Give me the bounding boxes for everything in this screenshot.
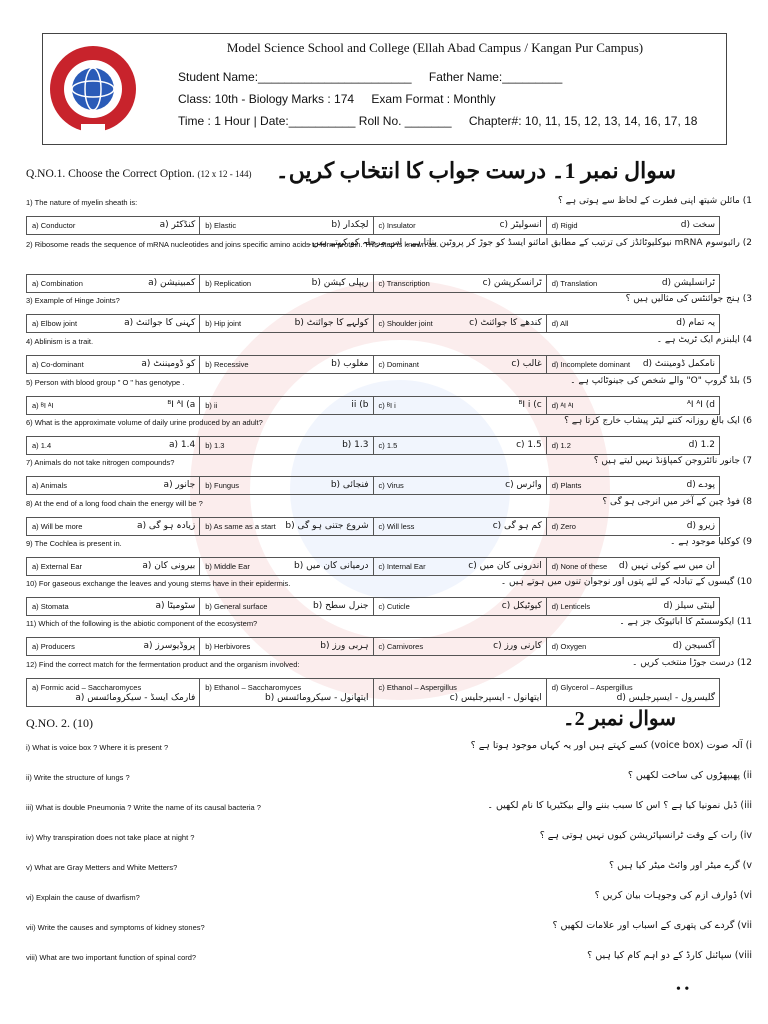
short-question-ur: vii) گردے کی پتھری کے اسباب اور علامات لکھیں ؟ — [552, 920, 752, 931]
option-text-en: d) Zero — [551, 522, 576, 531]
option-text-en: a) Will be more — [32, 522, 83, 531]
options-row — [26, 637, 720, 656]
question-text-ur: 11) ایکوسسٹم کا ابائیوٹک جز ہے ۔ — [619, 617, 752, 627]
short-question-en: i) What is voice box ? Where it is present ? — [26, 743, 169, 752]
option-text-ur: ٹرانسلیشن (d — [661, 278, 715, 288]
options-row — [26, 517, 720, 536]
option-text-ur: ᴮI i (c — [518, 400, 542, 410]
question-text-en: 11) Which of the following is the abiotic component of the ecosystem? — [26, 619, 258, 628]
option-text-en: b) General surface — [205, 602, 268, 611]
option-text-ur: کولہے کا جوائنٹ (b — [294, 318, 369, 328]
option-text-ur: گلیسرول - ایسپرجلیس (d — [616, 693, 715, 703]
option-text-en: b) Fungus — [205, 481, 240, 490]
option-text-ur: کو ڈومیننٹ (a — [141, 359, 196, 369]
q1-urdu-title: سوال نمبر 1۔ درست جواب کا انتخاب کریں۔ — [275, 158, 676, 183]
option-b[interactable] — [200, 518, 373, 536]
question-text-en: 8) At the end of a long food chain the energy will be ? — [26, 499, 203, 508]
option-text-ur: ii (b — [351, 400, 369, 410]
option-text-en: a) Producers — [32, 642, 75, 651]
short-question-en: ii) Write the structure of lungs ? — [26, 773, 130, 782]
short-question — [26, 830, 752, 846]
question-text-en: 5) Person with blood group " O " has genotype . — [26, 378, 185, 387]
mcq-question — [26, 497, 752, 511]
option-text-ur: مغلوب (b — [331, 359, 369, 369]
option-text-ur: اندرونی کان میں (c — [468, 561, 542, 571]
option-b[interactable] — [200, 217, 373, 235]
short-question — [26, 770, 752, 786]
header-line-1 — [178, 70, 576, 84]
option-b[interactable] — [200, 315, 373, 333]
option-text-ur: 1.2 (d — [688, 440, 715, 450]
option-text-ur: کمبینیشن (a — [148, 278, 196, 288]
option-a[interactable] — [27, 437, 200, 455]
option-d[interactable] — [546, 356, 719, 374]
mcq-question — [26, 376, 752, 390]
short-question-ur: v) گرے میٹر اور وائٹ میٹر کیا ہیں ؟ — [609, 860, 752, 871]
option-text-en: c) Ethanol – Aspergillus — [378, 683, 457, 692]
question-text-ur: 9) کوکلیا موجود ہے ۔ — [670, 537, 752, 547]
option-b[interactable] — [200, 638, 373, 656]
option-text-ur: ᴮI ᴬI (a — [167, 400, 196, 410]
time-date-roll: Time : 1 Hour | Date:__________ Roll No. _______ — [178, 114, 452, 128]
option-text-ur: کم ہو گی (c — [492, 521, 542, 531]
option-d[interactable] — [546, 437, 719, 455]
option-d[interactable] — [546, 315, 719, 333]
mcq-question — [26, 335, 752, 349]
question-text-ur: 1) مائلن شیتھ اپنی فطرت کے لحاظ سے ہوتی ہے ؟ — [557, 196, 752, 206]
question-text-en: 3) Example of Hinge Joints? — [26, 296, 120, 305]
short-question-ur: i) آلہ صوت (voice box) کسے کہتے ہیں اور یہ کہاں موجود ہوتا ہے ؟ — [470, 740, 752, 751]
option-text-ur: ٹرانسکرپشن (c — [482, 278, 542, 288]
short-question-ur: ii) پھیپھڑوں کی ساخت لکھیں ؟ — [627, 770, 752, 781]
option-text-ur: کندھے کا جوائنٹ (c — [469, 318, 542, 328]
option-text-en: b) Replication — [205, 279, 252, 288]
option-text-ur: کہنی کا جوائنٹ (a — [124, 318, 196, 328]
option-text-en: b) ii — [205, 401, 218, 410]
short-question — [26, 860, 752, 876]
question-text-en: 12) Find the correct match for the fermentation product and the organism involved: — [26, 660, 300, 669]
short-question — [26, 950, 752, 966]
option-text-ur: بیرونی کان (a — [142, 561, 196, 571]
short-question — [26, 800, 752, 816]
question-text-en: 4) Ablinism is a trait. — [26, 337, 94, 346]
option-text-en: c) 1.5 — [378, 441, 398, 450]
option-a[interactable] — [27, 679, 200, 707]
option-a[interactable] — [27, 356, 200, 374]
short-question-en: viii) What are two important function of spinal cord? — [26, 953, 197, 962]
option-text-en: c) Cuticle — [378, 602, 410, 611]
option-text-ur: پروڈیوسرز (a — [143, 641, 196, 651]
option-text-ur: شروع جتنی ہو گی (b — [285, 521, 369, 531]
option-text-en: c) Will less — [378, 522, 415, 531]
option-text-en: a) Combination — [32, 279, 83, 288]
question-text-ur: 3) ہنج جوائنٹس کی مثالیں ہیں ؟ — [625, 294, 752, 304]
mcq-question — [26, 577, 752, 591]
option-text-en: d) Rigid — [551, 221, 578, 230]
option-b[interactable] — [200, 397, 373, 415]
option-c[interactable] — [373, 679, 546, 707]
question-text-en: 2) Ribosome reads the sequence of mRNA nucleotides and joins specific amino acids to form protein. This step is known as. — [26, 240, 439, 249]
option-text-ur: سٹومیٹا (a — [155, 601, 196, 611]
option-c[interactable] — [373, 598, 546, 616]
option-text-en: b) Elastic — [205, 221, 237, 230]
option-d[interactable] — [546, 477, 719, 495]
option-text-ur: ہربی ورز (b — [320, 641, 369, 651]
chapters: Chapter#: 10, 11, 15, 12, 13, 14, 16, 17, 18 — [468, 114, 698, 128]
short-question-en: vi) Explain the cause of dwarfism? — [26, 893, 140, 902]
question-text-ur: 5) بلڈ گروپ "O" والے شخص کی جینوٹائپ ہے ۔ — [570, 376, 752, 386]
exam-format: Exam Format : Monthly — [371, 92, 496, 106]
short-question-en: iv) Why transpiration does not take place at night ? — [26, 833, 195, 842]
option-text-en: c) Internal Ear — [378, 562, 426, 571]
option-c[interactable] — [373, 217, 546, 235]
question-text-ur: 8) فوڈ چین کے آخر میں انرجی ہو گی ؟ — [602, 497, 752, 507]
option-text-en: c) Insulator — [378, 221, 416, 230]
option-text-ur: فارمک ایسڈ - سیکرومائسس (a — [75, 693, 196, 703]
options-row — [26, 557, 720, 576]
option-d[interactable] — [546, 558, 719, 576]
option-text-en: a) External Ear — [32, 562, 83, 571]
option-text-ur: ᴬI ᴬI (d — [686, 400, 715, 410]
question-text-en: 1) The nature of myelin sheath is: — [26, 198, 138, 207]
option-b[interactable] — [200, 477, 373, 495]
mcq-question — [26, 196, 752, 210]
option-text-en: a) Animals — [32, 481, 68, 490]
option-d[interactable] — [546, 679, 719, 707]
option-b[interactable] — [200, 558, 373, 576]
option-b[interactable] — [200, 679, 373, 707]
option-c[interactable] — [373, 558, 546, 576]
option-text-ur: ایتھانول - ایسپرجلیس (c — [449, 693, 542, 703]
option-c[interactable] — [373, 437, 546, 455]
option-text-en: d) Translation — [551, 279, 598, 288]
option-text-ur: جانور (a — [163, 480, 196, 490]
option-text-en: c) Transcription — [378, 279, 430, 288]
school-name: Model Science School and College (Ellah Abad Campus / Kangan Pur Campus) — [226, 40, 644, 55]
mcq-question — [26, 294, 752, 308]
short-question-ur: iv) رات کے وقت ٹرانسپائریشن کیوں نہیں ہوتی ہے ؟ — [539, 830, 752, 841]
question-text-en: 9) The Cochlea is present in. — [26, 539, 122, 548]
option-text-ur: پودے (d — [686, 480, 715, 490]
option-text-ur: لچکدار (b — [331, 220, 369, 230]
option-text-en: a) Stomata — [32, 602, 69, 611]
option-c[interactable] — [373, 518, 546, 536]
option-text-ur: کنڈکٹر (a — [159, 220, 196, 230]
mcq-question — [26, 238, 752, 252]
question-text-ur: 10) گیسوں کے تبادلہ کے لئے پتوں اور نوجوان تنوں میں ہوتے ہیں ۔ — [500, 577, 752, 587]
option-text-en: b) As same as a start — [205, 522, 276, 531]
option-text-en: c) ᴮI i — [378, 401, 396, 410]
option-text-ur: نامکمل ڈومیننٹ (d — [642, 359, 715, 369]
short-question-en: vii) Write the causes and symptoms of kidney stones? — [26, 923, 205, 932]
option-text-en: c) Shoulder joint — [378, 319, 433, 328]
option-c[interactable] — [373, 315, 546, 333]
option-a[interactable] — [27, 275, 200, 293]
option-text-en: b) Recessive — [205, 360, 249, 369]
option-d[interactable] — [546, 598, 719, 616]
option-a[interactable] — [27, 638, 200, 656]
options-row — [26, 436, 720, 455]
option-text-en: b) 1.3 — [205, 441, 225, 450]
option-text-en: a) ᴮI ᴬI — [32, 401, 54, 410]
option-text-en: d) All — [551, 319, 569, 328]
option-a[interactable] — [27, 598, 200, 616]
option-text-ur: آکسیجن (d — [672, 641, 715, 651]
school-logo — [48, 40, 138, 138]
class-marks: Class: 10th - Biology Marks : 174 — [178, 92, 355, 106]
option-text-ur: ان میں سے کوئی نہیں (d — [618, 561, 715, 571]
option-a[interactable] — [27, 217, 200, 235]
question-text-ur: 2) رائبوسوم mRNA نیوکلیوٹائڈز کی ترتیب کے مطابق امائنو ایسڈ کو جوڑ کر پروٹین بناتا ہے۔ اس مرحلہ کو کہتے ہیں۔ — [306, 238, 752, 248]
option-d[interactable] — [546, 638, 719, 656]
short-question-en: v) What are Gray Metters and White Metters? — [26, 863, 178, 872]
option-a[interactable] — [27, 397, 200, 415]
question-text-ur: 12) درست جوڑا منتخب کریں ۔ — [632, 658, 752, 668]
options-row — [26, 314, 720, 333]
option-b[interactable] — [200, 437, 373, 455]
option-a[interactable] — [27, 558, 200, 576]
option-c[interactable] — [373, 477, 546, 495]
header-line-3 — [178, 114, 711, 128]
option-text-en: b) Middle Ear — [205, 562, 250, 571]
q2-heading: Q.NO. 2. (10) — [26, 716, 93, 730]
option-text-en: a) 1.4 — [32, 441, 52, 450]
question-text-ur: 6) ایک بالغ روزانہ کتنے لیٹر پیشاب خارج کرتا ہے ؟ — [564, 416, 752, 426]
mcq-question — [26, 456, 752, 470]
option-text-ur: ایتھانول - سیکرومائسس (b — [265, 693, 369, 703]
option-text-ur: ریپلی کیشن (b — [311, 278, 369, 288]
option-text-en: d) None of these — [551, 562, 608, 571]
option-a[interactable] — [27, 315, 200, 333]
option-b[interactable] — [200, 275, 373, 293]
question-text-en: 6) What is the approximate volume of daily urine produced by an adult? — [26, 418, 263, 427]
options-row — [26, 355, 720, 374]
question-text-en: 7) Animals do not take nitrogen compounds? — [26, 458, 175, 467]
option-b[interactable] — [200, 598, 373, 616]
option-text-en: d) Lenticels — [551, 602, 591, 611]
option-text-ur: زیرو (d — [686, 521, 715, 531]
option-text-ur: غالب (c — [511, 359, 542, 369]
option-text-en: d) Plants — [551, 481, 582, 490]
option-text-ur: درمیانی کان میں (b — [294, 561, 369, 571]
option-text-ur: جنرل سطح (b — [313, 601, 369, 611]
option-text-en: b) Herbivores — [205, 642, 251, 651]
option-text-en: d) 1.2 — [551, 441, 571, 450]
short-question — [26, 740, 752, 756]
short-question — [26, 890, 752, 906]
question-text-ur: 7) جانور نائٹروجن کمپاؤنڈ نہیں لیتے ہیں ؟ — [593, 456, 752, 466]
option-text-en: c) Virus — [378, 481, 404, 490]
option-text-ur: انسولیٹر (c — [499, 220, 542, 230]
q1-marks: (12 x 12 - 144) — [197, 169, 252, 179]
option-text-en: a) Elbow joint — [32, 319, 78, 328]
short-question-en: iii) What is double Pneumonia ? Write the name of its causal bacteria ? — [26, 803, 261, 812]
options-row — [26, 678, 720, 707]
option-text-en: d) ᴬI ᴬI — [551, 401, 574, 410]
option-text-ur: فنجائی (b — [330, 480, 369, 490]
father-name-field: Father Name:_________ — [428, 70, 563, 84]
options-row — [26, 476, 720, 495]
option-a[interactable] — [27, 477, 200, 495]
mcq-question — [26, 537, 752, 551]
question-text-ur: 4) ایلبنزم ایک ٹریٹ ہے ۔ — [656, 335, 752, 345]
option-c[interactable] — [373, 638, 546, 656]
options-row — [26, 597, 720, 616]
option-text-ur: کیوٹیکل (c — [501, 601, 542, 611]
option-text-ur: وائرس (c — [505, 480, 542, 490]
option-text-ur: لینٹی سیلز (d — [663, 601, 715, 611]
option-text-en: d) Incomplete dominant — [551, 360, 631, 369]
option-text-en: a) Co-dominant — [32, 360, 84, 369]
option-text-en: c) Dominant — [378, 360, 419, 369]
q2-urdu-title: سوال نمبر 2۔ — [562, 708, 676, 730]
option-text-ur: 1.5 (c — [516, 440, 542, 450]
options-row — [26, 274, 720, 293]
option-text-ur: کارنی ورز (c — [493, 641, 542, 651]
short-question-ur: viii) سپائنل کارڈ کے دو اہم کام کیا ہیں ؟ — [587, 950, 752, 961]
short-question-ur: iii) ڈبل نمونیا کیا ہے ؟ اس کا سبب بننے والے بیکٹیریا کا نام لکھیں ۔ — [487, 800, 752, 811]
question-text-en: 10) For gaseous exchange the leaves and young stems have in their epidermis. — [26, 579, 291, 588]
option-text-en: a) Formic acid – Saccharomyces — [32, 683, 142, 692]
option-text-en: b) Hip joint — [205, 319, 242, 328]
option-text-ur: یہ تمام (d — [676, 318, 715, 328]
page-dots: • • — [676, 982, 690, 997]
option-text-ur: سخت (d — [680, 220, 715, 230]
short-question — [26, 920, 752, 936]
mcq-question — [26, 617, 752, 631]
option-text-ur: 1.4 (a — [169, 440, 196, 450]
option-d[interactable] — [546, 518, 719, 536]
option-d[interactable] — [546, 217, 719, 235]
option-text-ur: زیادہ ہو گی (a — [137, 521, 196, 531]
options-row — [26, 396, 720, 415]
option-c[interactable] — [373, 397, 546, 415]
option-d[interactable] — [546, 275, 719, 293]
short-question-ur: vi) ڈوارف ازم کی وجوہات بیان کریں ؟ — [594, 890, 752, 901]
mcq-question — [26, 416, 752, 430]
options-row — [26, 216, 720, 235]
option-text-en: d) Oxygen — [551, 642, 587, 651]
q1-title: Q.NO.1. Choose the Correct Option. — [26, 168, 195, 180]
option-text-en: b) Ethanol – Saccharomyces — [205, 683, 302, 692]
option-b[interactable] — [200, 356, 373, 374]
option-c[interactable] — [373, 275, 546, 293]
option-text-ur: 1.3 (b — [342, 440, 369, 450]
option-c[interactable] — [373, 356, 546, 374]
q1-heading — [26, 168, 252, 180]
header-line-2 — [178, 92, 509, 106]
mcq-question — [26, 658, 752, 672]
option-d[interactable] — [546, 397, 719, 415]
option-text-en: a) Conductor — [32, 221, 76, 230]
option-text-en: d) Glycerol – Aspergillus — [551, 683, 633, 692]
student-name-field: Student Name:_______________________ — [178, 70, 412, 84]
option-text-en: c) Carnivores — [378, 642, 424, 651]
option-a[interactable] — [27, 518, 200, 536]
